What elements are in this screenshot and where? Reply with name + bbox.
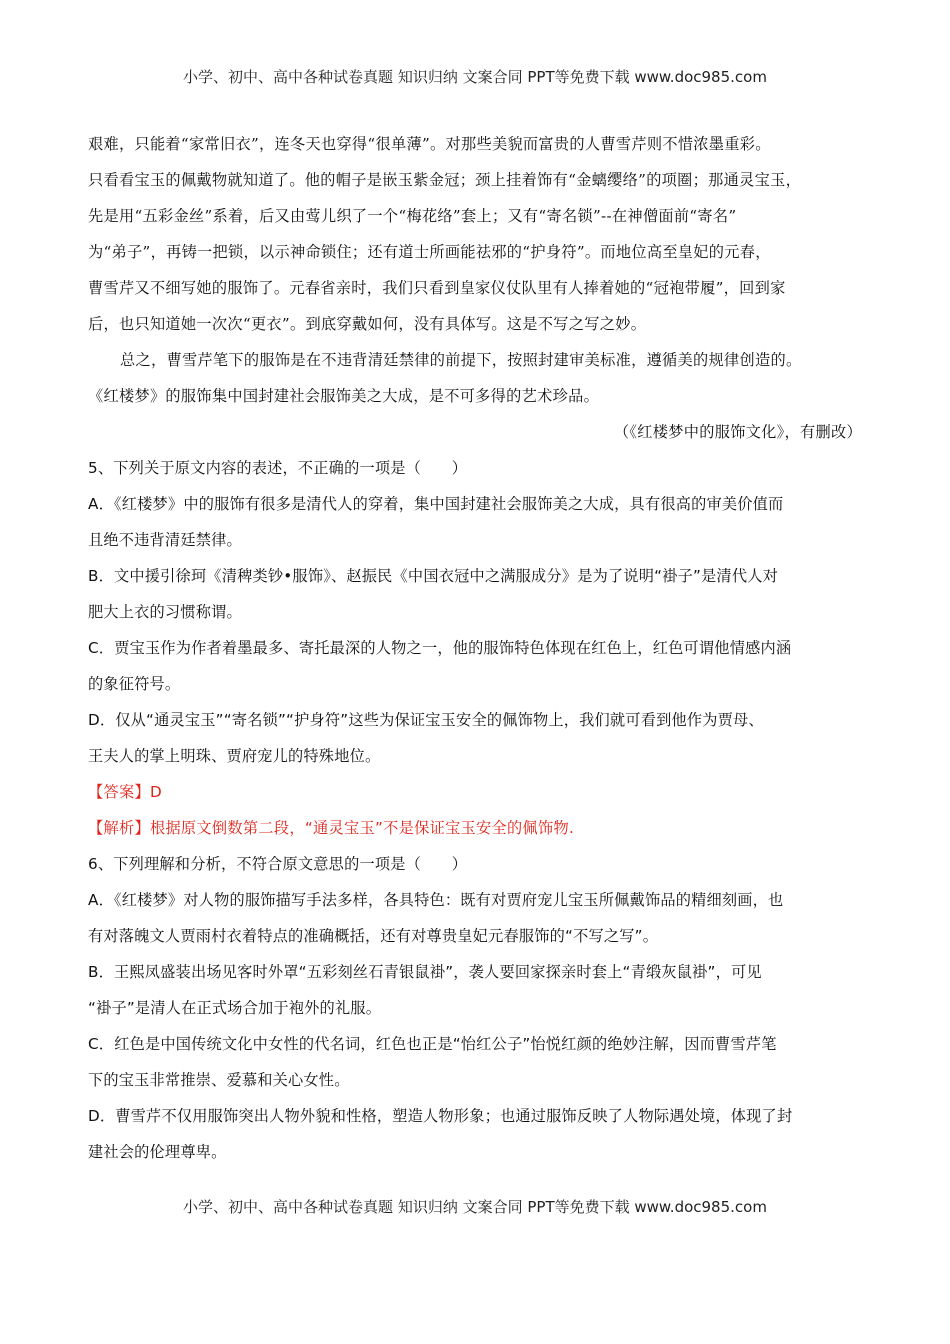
question-5-stem: 5、下列关于原文内容的表述，不正确的一项是（ ） bbox=[88, 459, 468, 477]
q5-option-b-line2: 肥大上衣的习惯称谓。 bbox=[88, 603, 242, 621]
passage-line: 曹雪芹又不细写她的服饰了。元春省亲时，我们只看到皇家仪仗队里有人捧着她的“冠袍带履”，回到家 bbox=[88, 279, 786, 297]
answer-label: 【答案】 bbox=[88, 783, 150, 801]
q5-option-a-line1: A．《红楼梦》中的服饰有很多是清代人的穿着，集中国封建社会服饰美之大成，具有很高的审美价值而 bbox=[88, 495, 784, 513]
q6-option-c-line1: C．红色是中国传统文化中女性的代名词，红色也正是“怡红公子”怡悦红颜的绝妙注解，因而曹雪芹笔 bbox=[88, 1035, 777, 1053]
passage-line: 先是用“五彩金丝”系着，后又由莺儿织了一个“梅花络”套上；又有“寄名锁”--在神僧面前“寄名” bbox=[88, 207, 737, 225]
q6-option-d-line2: 建社会的伦理尊卑。 bbox=[88, 1143, 227, 1161]
passage-line: 后，也只知道她一次次“更衣”。到底穿戴如何，没有具体写。这是不写之写之妙。 bbox=[88, 315, 647, 333]
passage-conclusion-line: 总之，曹雪芹笔下的服饰是在不违背清廷禁律的前提下，按照封建审美标准，遵循美的规律创造的。 bbox=[120, 351, 802, 369]
q6-option-a-line2: 有对落魄文人贾雨村衣着特点的准确概括，还有对尊贵皇妃元春服饰的“不写之写”。 bbox=[88, 927, 659, 945]
q5-option-a-line2: 且绝不违背清廷禁律。 bbox=[88, 531, 242, 549]
passage-line: 艰难，只能着“家常旧衣”，连冬天也穿得“很单薄”。对那些美貌而富贵的人曹雪芹则不惜浓墨重彩。 bbox=[88, 135, 771, 153]
question-6-stem: 6、下列理解和分析，不符合原文意思的一项是（ ） bbox=[88, 855, 468, 873]
q5-option-c-line2: 的象征符号。 bbox=[88, 675, 181, 693]
q6-option-b-line1: B．王熙凤盛装出场见客时外罩“五彩刻丝石青银鼠褂”，袭人要回家探亲时套上“青缎灰鼠褂”，可见 bbox=[88, 963, 762, 981]
q6-option-c-line2: 下的宝玉非常推崇、爱慕和关心女性。 bbox=[88, 1071, 350, 1089]
passage-line: 为“弟子”，再铸一把锁，以示神命锁住；还有道士所画能祛邪的“护身符”。而地位高至皇妃的元春， bbox=[88, 243, 771, 261]
q5-option-c-line1: C．贾宝玉作为作者着墨最多、寄托最深的人物之一，他的服饰特色体现在红色上，红色可谓他情感内涵 bbox=[88, 639, 792, 657]
passage-conclusion-line: 《红楼梦》的服饰集中国封建社会服饰美之大成，是不可多得的艺术珍品。 bbox=[88, 387, 600, 405]
q5-analysis bbox=[88, 818, 866, 838]
page-header-watermark: 小学、初中、高中各种试卷真题 知识归纳 文案合同 PPT等免费下载 www.doc985.com bbox=[183, 68, 767, 86]
document-body bbox=[88, 134, 866, 1178]
passage-line: 只看看宝玉的佩戴物就知道了。他的帽子是嵌玉紫金冠；颈上挂着饰有“金螭缨络”的项圈；那通灵宝玉， bbox=[88, 171, 802, 189]
answer-value: D bbox=[149, 783, 162, 801]
analysis-text: 根据原文倒数第二段，“通灵宝玉”不是保证宝玉安全的佩饰物. bbox=[149, 819, 575, 837]
analysis-label: 【解析】 bbox=[88, 819, 150, 837]
page-footer-watermark: 小学、初中、高中各种试卷真题 知识归纳 文案合同 PPT等免费下载 www.doc985.com bbox=[183, 1198, 767, 1216]
q6-option-a-line1: A．《红楼梦》对人物的服饰描写手法多样，各具特色：既有对贾府宠儿宝玉所佩戴饰品的精细刻画，也 bbox=[88, 891, 784, 909]
q5-answer bbox=[88, 782, 866, 802]
q5-option-d-line2: 王夫人的掌上明珠、贾府宠儿的特殊地位。 bbox=[88, 747, 381, 765]
passage-source: （《红楼梦中的服饰文化》，有删改） bbox=[613, 423, 862, 441]
q6-option-d-line1: D．曹雪芹不仅用服饰突出人物外貌和性格，塑造人物形象；也通过服饰反映了人物际遇处境，体现了封 bbox=[88, 1107, 793, 1125]
q5-option-d-line1: D．仅从“通灵宝玉”“寄名锁”“护身符”这些为保证宝玉安全的佩饰物上，我们就可看到他作为贾母、 bbox=[88, 711, 764, 729]
q6-option-b-line2: “褂子”是清人在正式场合加于袍外的礼服。 bbox=[88, 999, 382, 1017]
q5-option-b-line1: B．文中援引徐珂《清稗类钞•服饰》、赵振民《中国衣冠中之满服成分》是为了说明“褂子”是清代人对 bbox=[88, 567, 778, 585]
